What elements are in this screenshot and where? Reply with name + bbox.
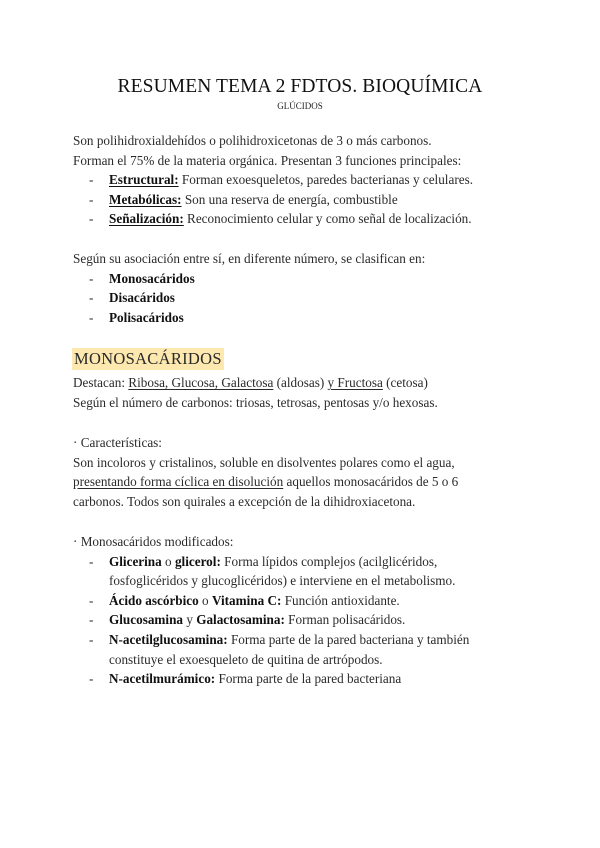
characteristics-line-2 [73,472,533,492]
intro-line-1: Son polihidroxialdehídos o polihidroxicetonas de 3 o más carbonos. [73,133,432,148]
item-connector: o [161,553,175,569]
function-text: Forman exoesqueletos, paredes bacterianas y celulares. [178,172,473,188]
item-term: Ácido ascórbico [109,592,199,608]
characteristics-section [73,433,533,511]
function-term: Señalización: [109,211,184,227]
class-item-label: Monosacáridos [109,270,195,286]
modified-item-acetilmuramico [73,669,533,689]
modified-item-acetilglucosamina [73,630,533,650]
modified-heading: · Monosacáridos modificados: [73,534,234,549]
modified-item-glucosamina [73,610,533,630]
mono-intro [73,373,533,412]
item-text-cont: fosfoglicéridos y glucoglicéridos) e interviene en el metabolismo. [109,573,456,589]
destacan-label: Destacan: [73,375,129,390]
item-term: Glucosamina [109,612,184,628]
list-dash: - [89,309,94,325]
characteristics-heading: · Características: [73,435,162,450]
class-item-label: Polisacáridos [109,309,184,325]
item-connector: y [183,612,197,628]
list-dash: - [89,612,94,628]
carbons-line: Según el número de carbonos: triosas, tetrosas, pentosas y/o hexosas. [73,394,438,410]
classification-line: Según su asociación entre sí, en diferente número, se clasifican en: [73,251,426,266]
item-text: Forman polisacáridos. [284,612,406,628]
list-dash: - [89,191,94,207]
modified-item-acetilglucosamina-cont [73,650,533,670]
list-dash: - [89,172,94,188]
destacan-line [73,373,533,393]
ketose-note: (cetosa) [382,375,428,390]
item-term: N-acetilglucosamina: [109,631,228,647]
page-subtitle: GLÚCIDOS [277,101,323,111]
item-term-2: Vitamina C: [211,592,282,608]
function-item-metabolic [73,190,533,210]
aldoses-note: (aldosas) [273,375,328,390]
modified-section [73,532,533,689]
item-term: N-acetilmurámico: [109,671,216,687]
cyclic-form-text: presentando forma cíclica en disolución [73,474,284,490]
list-dash: - [89,671,94,687]
intro-section [73,131,533,229]
characteristics-line-3: carbonos. Todos son quirales a excepción de la dihidroxiacetona. [73,493,416,509]
conjunction: y [327,375,335,390]
item-term-2: glicerol: [174,553,221,569]
class-item-mono [73,269,533,289]
function-text: Son una reserva de energía, combustible [181,191,398,207]
item-text: Forma parte de la pared bacteriana y también [227,631,470,647]
list-dash: - [89,270,94,286]
modified-item-glicerina [73,552,533,572]
aldoses-list: Ribosa, Glucosa, Galactosa [128,375,274,390]
list-dash: - [89,631,94,647]
intro-line-2: Forman el 75% de la materia orgánica. Presentan 3 funciones principales: [73,152,462,168]
item-term-2: Galactosamina: [196,612,285,628]
list-dash: - [89,592,94,608]
section-heading-monosacaridos: MONOSACÁRIDOS [74,349,222,368]
function-term: Metabólicas: [109,191,182,207]
list-dash: - [89,553,94,569]
list-dash: - [89,290,94,306]
function-term: Estructural: [109,172,179,188]
class-item-label: Disacáridos [109,290,175,306]
modified-item-ascorbico [73,591,533,611]
fructose: Fructosa [334,375,383,390]
modified-item-glicerina-cont [73,571,533,591]
item-text-cont: constituye el exoesqueleto de quitina de artrópodos. [109,651,383,667]
item-text: Función antioxidante. [281,592,400,608]
function-item-structural [73,170,533,190]
class-item-poli [73,308,533,328]
page-title: RESUMEN TEMA 2 FDTOS. BIOQUÍMICA [117,76,483,97]
list-dash: - [89,211,94,227]
item-text: Forma lípidos complejos (acilglicéridos, [220,553,438,569]
characteristics-line-1: Son incoloros y cristalinos, soluble en disolventes polares como el agua, [73,454,455,470]
item-connector: o [198,592,212,608]
function-item-signaling [73,209,533,229]
item-term: Glicerina [109,553,162,569]
function-text: Reconocimiento celular y como señal de localización. [183,211,472,227]
class-item-di [73,288,533,308]
classification-section [73,249,533,327]
item-text: Forma parte de la pared bacteriana [215,671,402,687]
characteristics-line-2-rest: aquellos monosacáridos de 5 o 6 [283,474,459,490]
